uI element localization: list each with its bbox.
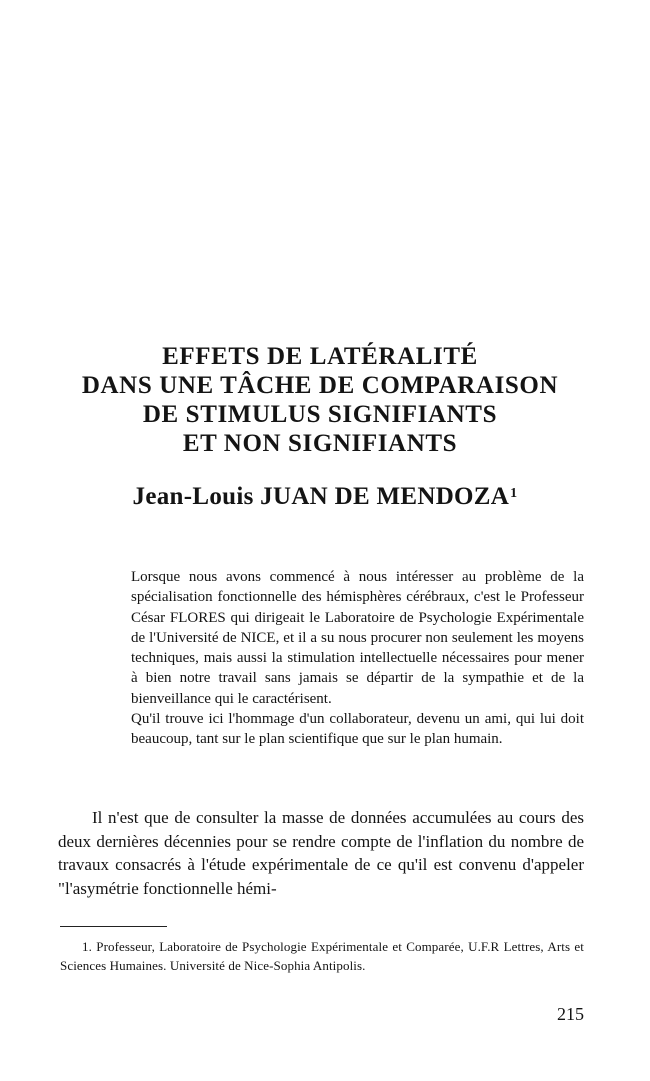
body-text bbox=[58, 806, 584, 900]
article-title bbox=[40, 342, 600, 458]
footnote-separator bbox=[60, 926, 167, 927]
author-name: Jean-Louis JUAN DE MENDOZA bbox=[132, 483, 510, 510]
dedication-paragraph-2: Qu'il trouve ici l'hommage d'un collaborateur, devenu un ami, qui lui doit beaucoup, tant sur le plan scientifique que sur le plan humain. bbox=[131, 711, 584, 748]
footnote-text: 1. Professeur, Laboratoire de Psychologie Expérimentale et Comparée, U.F.R Lettres, Arts et Sciences Humaines. Université de Nice-Sophia Antipolis. bbox=[60, 939, 584, 973]
author-footnote-marker: 1 bbox=[510, 486, 518, 501]
title-line-2: DANS UNE TÂCHE DE COMPARAISON bbox=[81, 372, 559, 399]
title-line-3: DE STIMULUS SIGNIFIANTS bbox=[142, 401, 498, 428]
dedication-paragraph-1: Lorsque nous avons commencé à nous intéresser au problème de la spécialisation fonctionnelle des hémisphères cérébraux, c'est le Professeur César FLORES qui dirigeait le Laboratoire de Psychologie Expérimentale de l'Université de NICE, et il a su nous procurer non seulement les moyens techniques, mais aussi la stimulation intellectuelle nécessaires pour mener à bien notre travail sans jamais se départir de la sympathie et de la bienveillance qui le caractérisent. bbox=[131, 569, 584, 707]
page-number: 215 bbox=[557, 1004, 584, 1024]
dedication-block bbox=[131, 567, 584, 750]
body-paragraph-1: Il n'est que de consulter la masse de données accumulées au cours des deux dernières décennies pour se rendre compte de l'inflation du nombre de travaux consacrés à l'étude expérimentale de ce qu'il est convenu d'appeler "l'asymétrie fonctionnelle hémi- bbox=[58, 808, 584, 898]
author-byline bbox=[40, 482, 610, 512]
footnote bbox=[60, 937, 584, 975]
title-line-1: EFFETS DE LATÉRALITÉ bbox=[162, 343, 478, 370]
title-line-4: ET NON SIGNIFIANTS bbox=[182, 430, 458, 457]
